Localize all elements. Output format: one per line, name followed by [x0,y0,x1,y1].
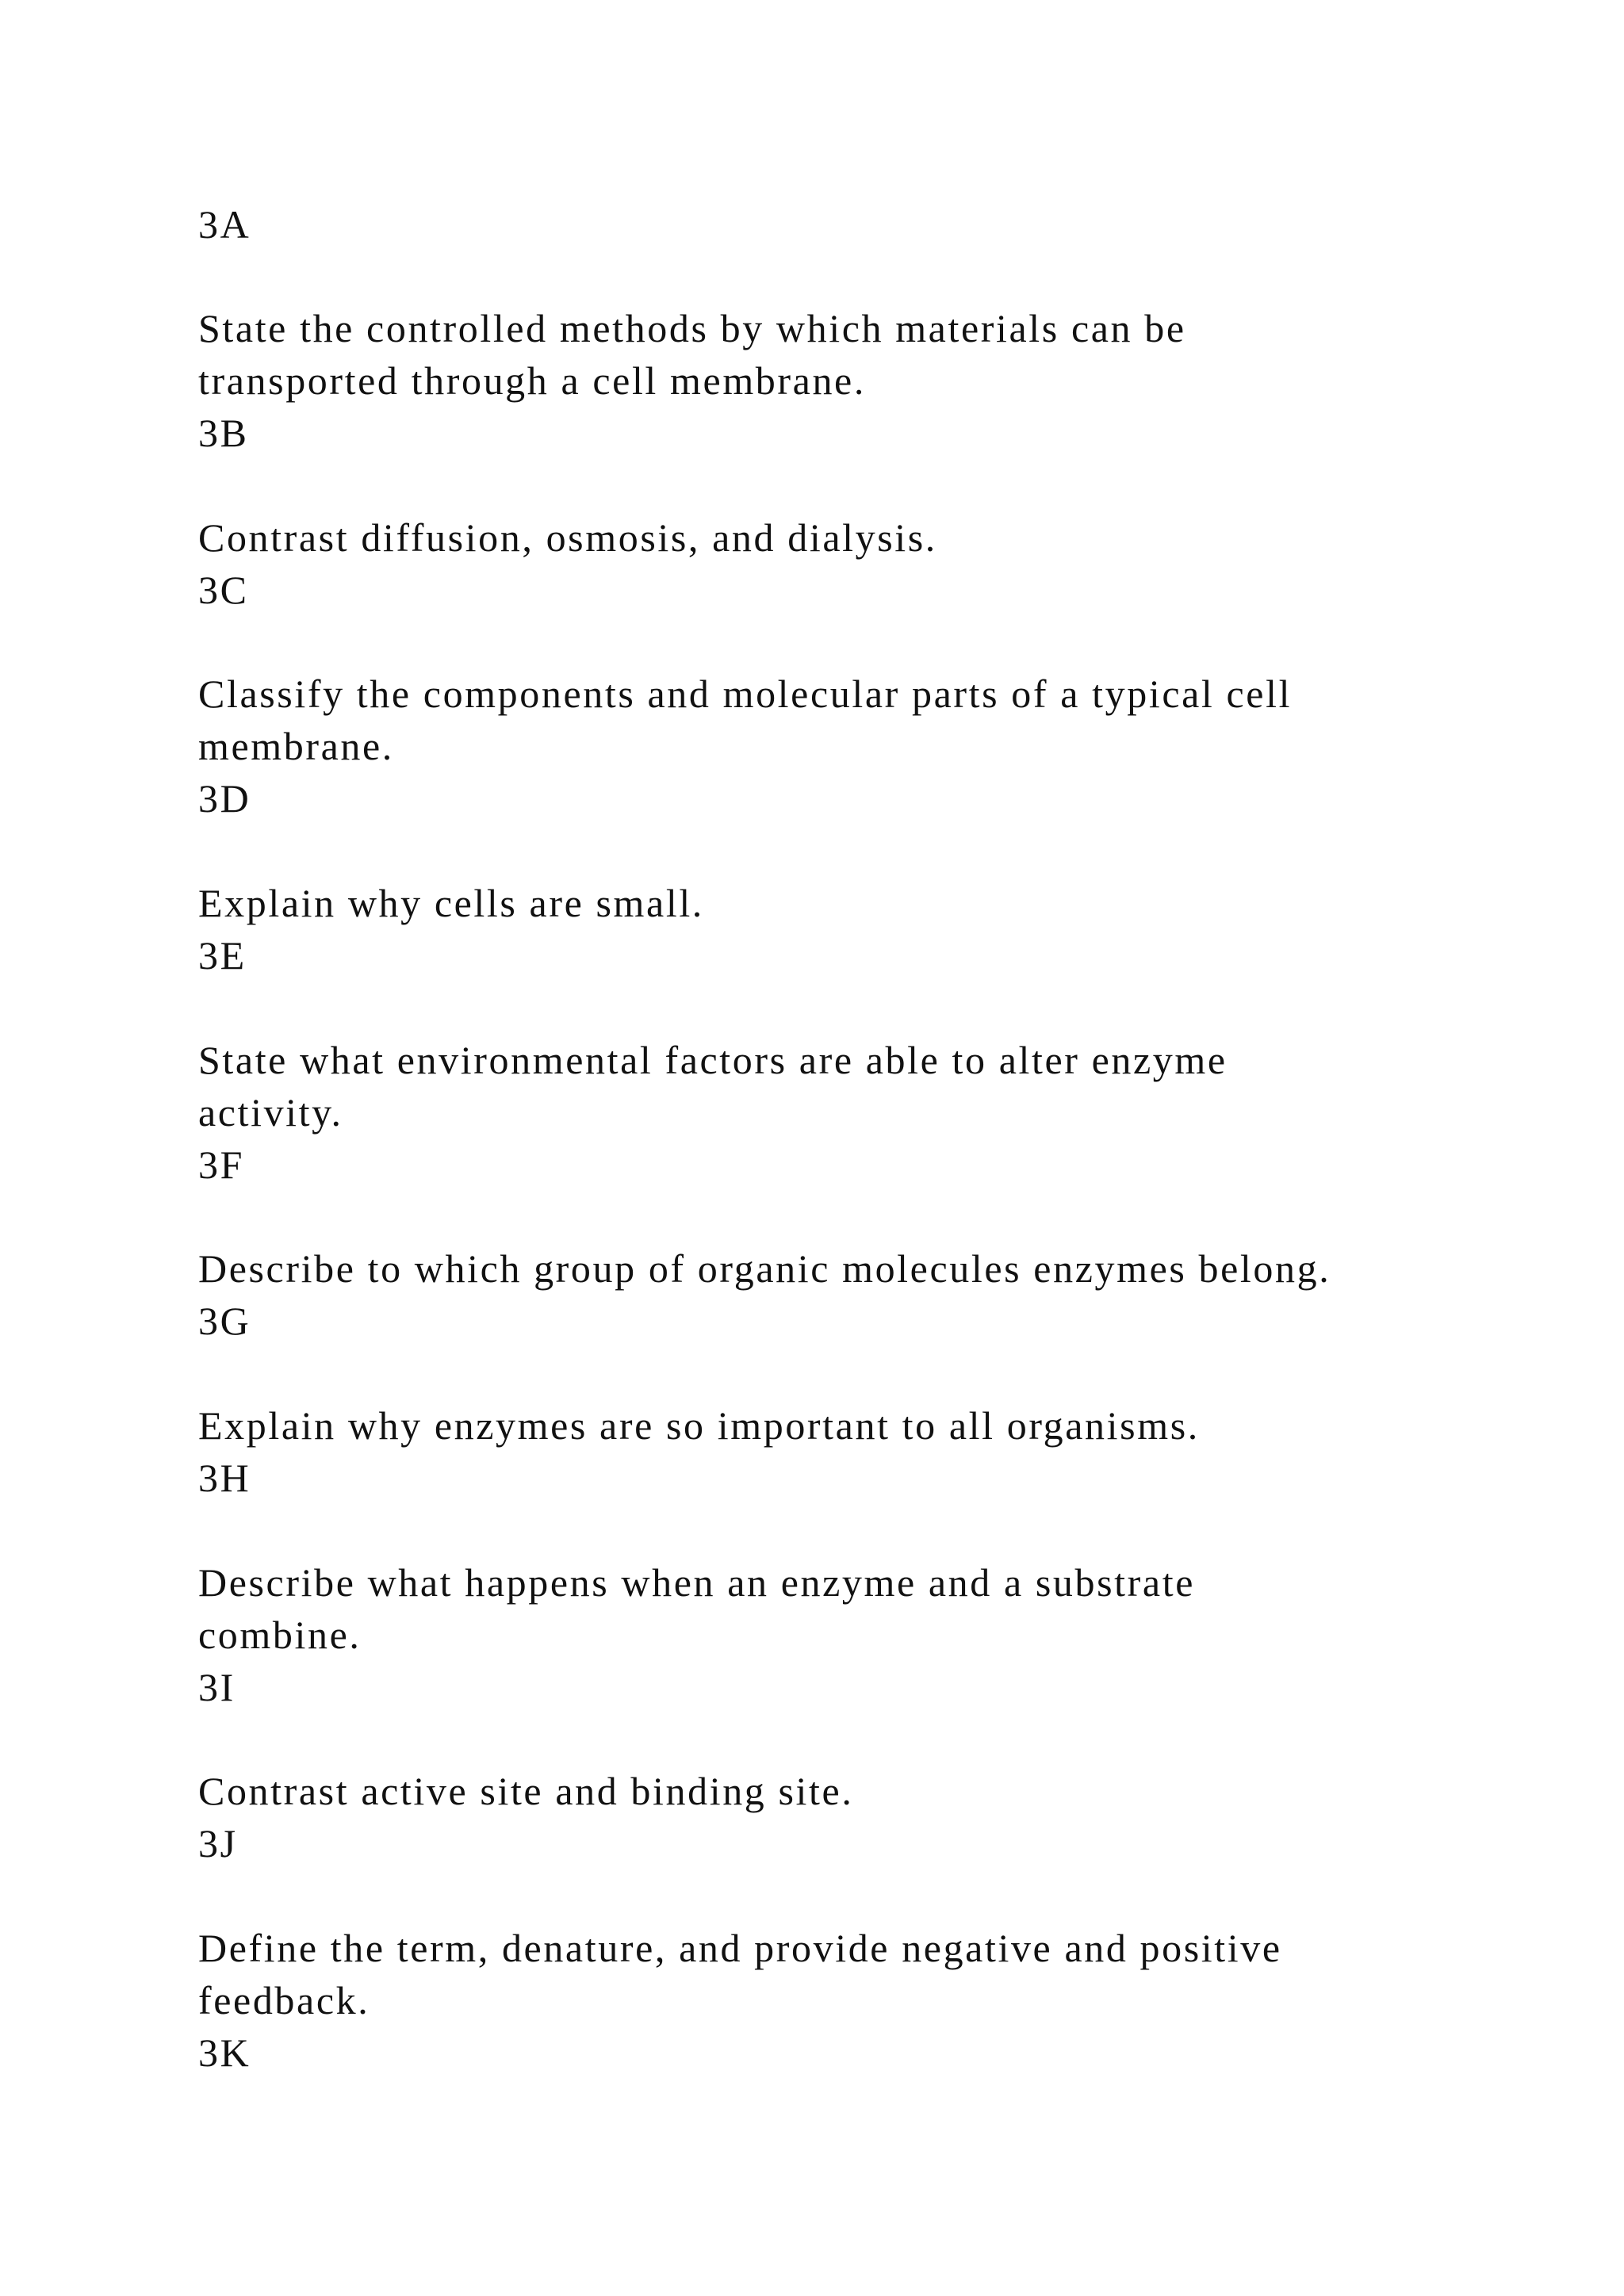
label-3e: 3E [198,933,247,978]
label-3c: 3C [198,568,249,612]
question-3g: Explain why enzymes are so important to all organisms. [198,1403,1200,1448]
label-3k: 3K [198,2030,251,2075]
label-3a: 3A [198,202,251,247]
label-3j: 3J [198,1821,238,1866]
question-3j-line-2: feedback. [198,1978,370,2022]
question-3a-line-2: transported through a cell membrane. [198,358,866,403]
label-3b: 3B [198,411,249,455]
label-3g: 3G [198,1299,251,1343]
label-3d: 3D [198,776,251,821]
question-3e-line-1: State what environmental factors are able to alter enzyme [198,1038,1228,1082]
question-3h-line-1: Describe what happens when an enzyme and a substrate [198,1560,1196,1605]
question-3i: Contrast active site and binding site. [198,1769,854,1813]
question-3a-line-1: State the controlled methods by which materials can be [198,306,1186,350]
question-3d: Explain why cells are small. [198,881,704,925]
question-3c-line-2: membrane. [198,724,394,768]
label-3h: 3H [198,1456,251,1500]
question-3f: Describe to which group of organic molecules enzymes belong. [198,1246,1331,1291]
question-3c-line-1: Classify the components and molecular parts of a typical cell [198,672,1293,716]
label-3i: 3I [198,1665,236,1709]
label-3f: 3F [198,1142,245,1187]
question-3j-line-1: Define the term, denature, and provide negative and positive [198,1926,1282,1970]
question-3h-line-2: combine. [198,1613,362,1657]
question-3b: Contrast diffusion, osmosis, and dialysis. [198,515,937,560]
question-3e-line-2: activity. [198,1090,343,1135]
